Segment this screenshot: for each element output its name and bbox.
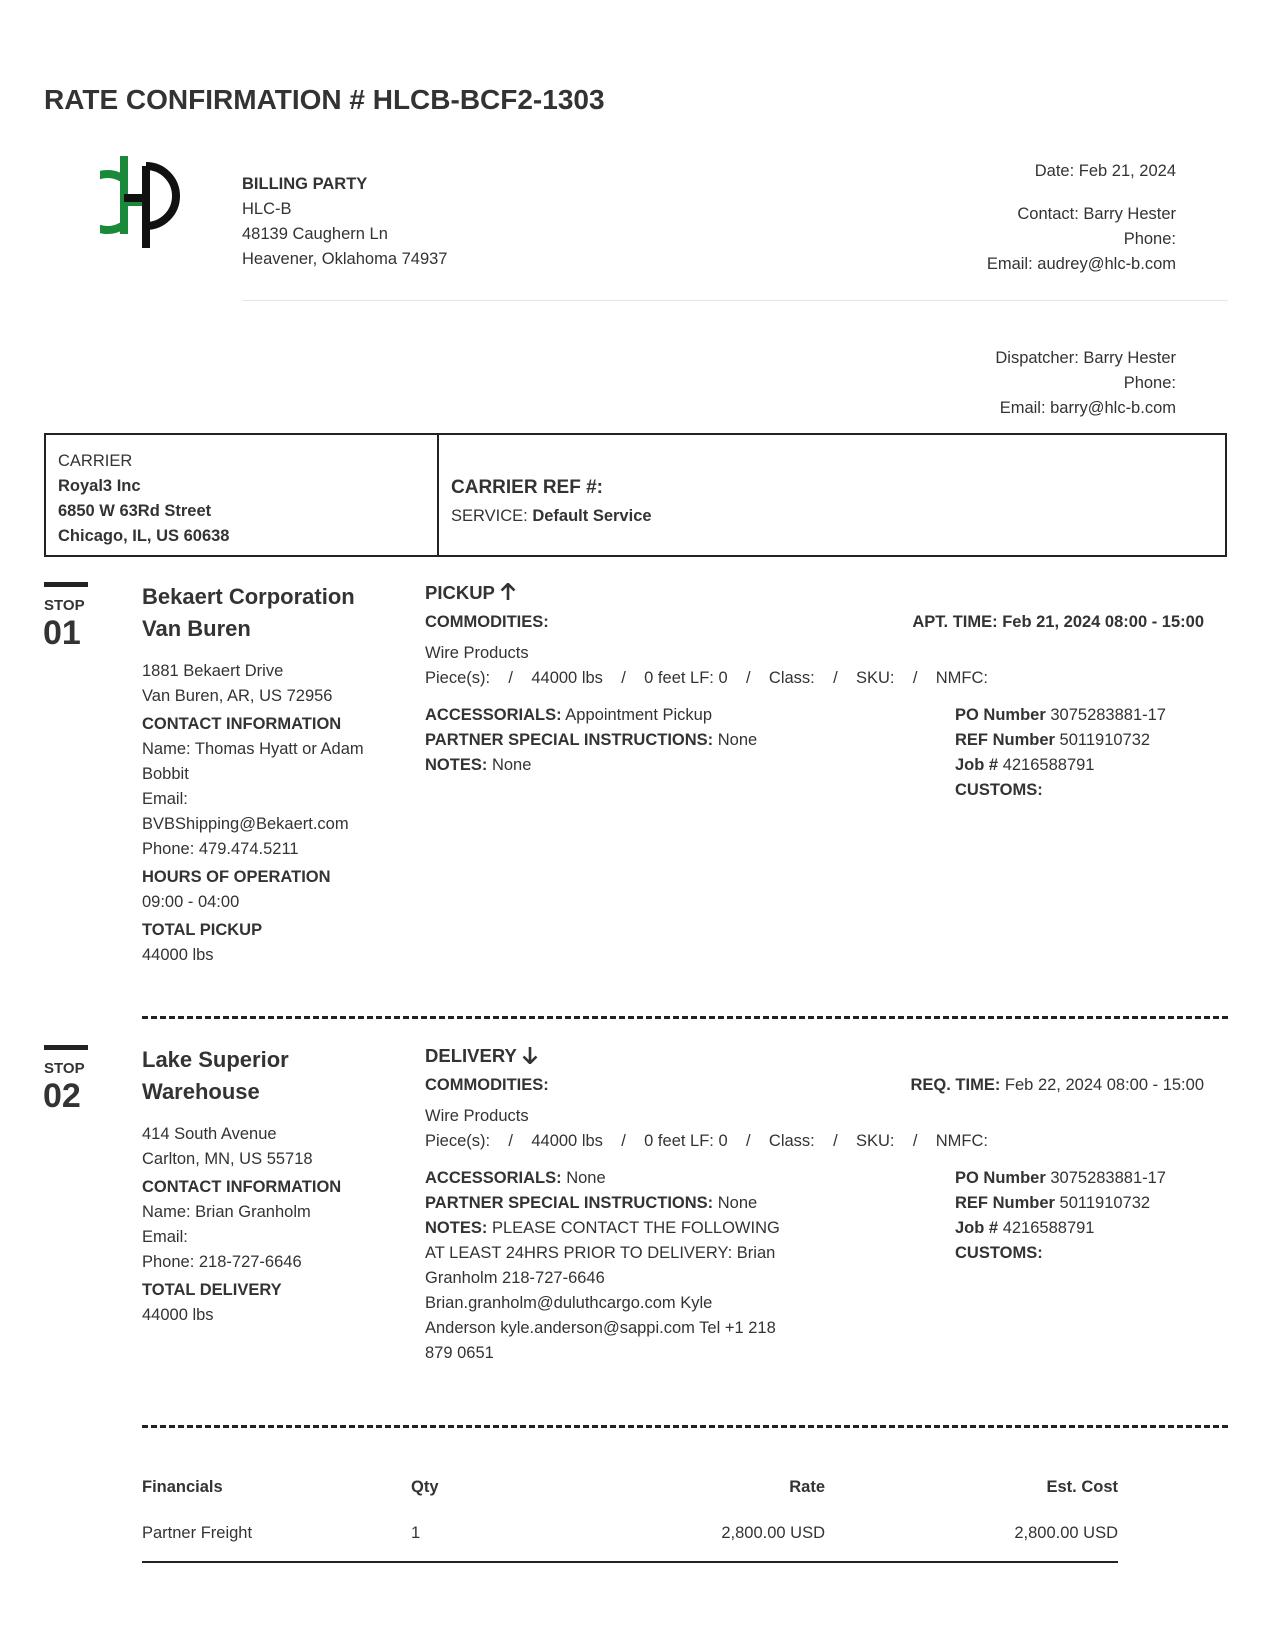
- commodities-label: COMMODITIES:: [425, 613, 549, 631]
- ref-value: 5011910732: [1059, 1194, 1151, 1212]
- psi-label: PARTNER SPECIAL INSTRUCTIONS:: [425, 731, 714, 749]
- hlc-b-logo: [100, 156, 180, 248]
- total-value: 44000 lbs: [142, 946, 214, 964]
- notes-label: NOTES:: [425, 1219, 488, 1237]
- job-label: Job #: [955, 756, 999, 774]
- contact-line: Email:: [142, 1228, 188, 1246]
- stop-number: 01: [43, 614, 81, 652]
- notes-line: PLEASE CONTACT THE FOLLOWING: [491, 1219, 780, 1237]
- notes-line: 879 0651: [425, 1344, 494, 1362]
- financials-header-qty: Qty: [411, 1478, 439, 1496]
- section-title-delivery: [425, 1045, 538, 1067]
- commodity-name: Wire Products: [425, 1107, 529, 1125]
- carrier-city: Chicago, IL, US 60638: [58, 527, 230, 545]
- po-label: PO Number: [955, 706, 1046, 724]
- billing-name: HLC-B: [242, 200, 292, 218]
- notes-line: AT LEAST 24HRS PRIOR TO DELIVERY: Brian: [425, 1244, 776, 1262]
- job-value: 4216588791: [1002, 1219, 1095, 1237]
- stop-address-line-2: Carlton, MN, US 55718: [142, 1150, 313, 1168]
- financials-header-rate: Rate: [789, 1478, 825, 1496]
- job-label: Job #: [955, 1219, 999, 1237]
- dispatcher-name: Dispatcher: Barry Hester: [995, 349, 1176, 367]
- stop-address-line-2: Van Buren, AR, US 72956: [142, 687, 333, 705]
- service-label: SERVICE:: [451, 507, 528, 525]
- dispatcher-email: Email: barry@hlc-b.com: [999, 399, 1176, 417]
- pieces-line: Piece(s): / 44000 lbs / 0 feet LF: 0 / Class: / SKU: / NMFC:: [425, 1132, 989, 1150]
- ref-value: 5011910732: [1059, 731, 1151, 749]
- stop-divider: [142, 1425, 1228, 1428]
- contact-phone: Phone:: [1123, 230, 1176, 248]
- stop-label: STOP: [44, 1060, 85, 1077]
- dispatcher-phone: Phone:: [1123, 374, 1176, 392]
- stop-label: STOP: [44, 597, 85, 614]
- contact-line: Phone: 479.474.5211: [142, 840, 299, 858]
- billing-address-line-2: Heavener, Oklahoma 74937: [242, 250, 448, 268]
- ref-label: REF Number: [955, 731, 1055, 749]
- notes-line: Anderson kyle.anderson@sappi.com Tel +1 218: [425, 1319, 776, 1337]
- company-name-line-1: Lake Superior: [142, 1047, 289, 1072]
- required-time: [910, 1073, 1204, 1098]
- ref-label: REF Number: [955, 1194, 1055, 1212]
- stop-address-line-1: 414 South Avenue: [142, 1125, 277, 1143]
- po-value: 3075283881-17: [1050, 1169, 1166, 1187]
- total-heading: TOTAL DELIVERY: [142, 1281, 282, 1299]
- contact-line: Bobbit: [142, 765, 189, 783]
- section-title-text: DELIVERY: [425, 1045, 517, 1066]
- pieces-line: Piece(s): / 44000 lbs / 0 feet LF: 0 / Class: / SKU: / NMFC:: [425, 669, 989, 687]
- total-heading: TOTAL PICKUP: [142, 921, 263, 939]
- company-name-line-2: Van Buren: [142, 616, 251, 641]
- carrier-box: [44, 433, 1227, 557]
- contact-line: BVBShipping@Bekaert.com: [142, 815, 349, 833]
- financials-header-cost: Est. Cost: [1046, 1478, 1118, 1496]
- contact-name: Contact: Barry Hester: [1017, 205, 1176, 223]
- stop-details: [142, 659, 392, 968]
- stop-references: [955, 1166, 1166, 1266]
- stop-number: 02: [43, 1077, 81, 1115]
- carrier-ref: [451, 474, 652, 530]
- commodities-label: COMMODITIES:: [425, 1076, 549, 1094]
- notes-line: Brian.granholm@duluthcargo.com Kyle: [425, 1294, 713, 1312]
- notes-label: NOTES:: [425, 756, 488, 774]
- stop-address-line-1: 1881 Bekaert Drive: [142, 662, 284, 680]
- carrier-name: Royal3 Inc: [58, 477, 141, 495]
- hours-heading: HOURS OF OPERATION: [142, 868, 331, 886]
- section-title-text: PICKUP: [425, 582, 495, 603]
- contact-heading: CONTACT INFORMATION: [142, 1178, 342, 1196]
- stop-marker-bar: [44, 1045, 88, 1050]
- contact-line: Name: Thomas Hyatt or Adam: [142, 740, 364, 758]
- financials-row-cost: 2,800.00 USD: [1014, 1524, 1118, 1542]
- arrow-down-icon: [522, 1046, 538, 1064]
- company-name-line-2: Warehouse: [142, 1079, 260, 1104]
- billing-party: [242, 172, 447, 272]
- time-value: Feb 22, 2024 08:00 - 15:00: [1004, 1076, 1204, 1094]
- financials-row-rate: 2,800.00 USD: [721, 1524, 825, 1542]
- financials-row-item: Partner Freight: [142, 1524, 253, 1542]
- dispatcher-block: [995, 346, 1176, 421]
- time-label: APT. TIME:: [912, 613, 998, 631]
- financials-header-item: Financials: [142, 1478, 223, 1496]
- section-title-pickup: [425, 582, 516, 604]
- billing-heading: BILLING PARTY: [242, 175, 368, 193]
- accessorials-value: None: [566, 1169, 606, 1187]
- total-value: 44000 lbs: [142, 1306, 214, 1324]
- contact-line: Email:: [142, 790, 188, 808]
- po-label: PO Number: [955, 1169, 1046, 1187]
- customs-label: CUSTOMS:: [955, 1244, 1043, 1262]
- stop-instructions: [425, 1166, 845, 1366]
- contact-line: Name: Brian Granholm: [142, 1203, 311, 1221]
- stop-company: [142, 581, 355, 645]
- accessorials-label: ACCESSORIALS:: [425, 706, 562, 724]
- divider: [242, 300, 1228, 301]
- time-label: REQ. TIME:: [910, 1076, 1001, 1094]
- job-value: 4216588791: [1002, 756, 1095, 774]
- appointment-time: [912, 610, 1204, 635]
- customs-label: CUSTOMS:: [955, 781, 1043, 799]
- service-value: Default Service: [532, 507, 652, 525]
- contact-email: Email: audrey@hlc-b.com: [986, 255, 1176, 273]
- financials-row-qty: 1: [411, 1524, 421, 1542]
- page-title: RATE CONFIRMATION # HLCB-BCF2-1303: [44, 84, 605, 115]
- time-value: Feb 21, 2024 08:00 - 15:00: [1002, 613, 1204, 631]
- stop-company: [142, 1044, 289, 1108]
- psi-value: None: [717, 731, 758, 749]
- hours-value: 09:00 - 04:00: [142, 893, 240, 911]
- stop-divider: [142, 1016, 1228, 1019]
- psi-label: PARTNER SPECIAL INSTRUCTIONS:: [425, 1194, 714, 1212]
- carrier-street: 6850 W 63Rd Street: [58, 502, 212, 520]
- company-name-line-1: Bekaert Corporation: [142, 584, 355, 609]
- contact-line: Phone: 218-727-6646: [142, 1253, 302, 1271]
- contact-block: [987, 159, 1176, 277]
- contact-heading: CONTACT INFORMATION: [142, 715, 342, 733]
- stop-marker-bar: [44, 582, 88, 587]
- carrier-info: [46, 435, 439, 555]
- stop-instructions: [425, 703, 825, 778]
- carrier-label: CARRIER: [58, 452, 133, 470]
- notes-line: None: [491, 756, 532, 774]
- arrow-up-icon: [500, 583, 516, 601]
- notes-line: Granholm 218-727-6646: [425, 1269, 605, 1287]
- billing-address-line-1: 48139 Caughern Ln: [242, 225, 388, 243]
- carrier-ref-label: CARRIER REF #:: [451, 477, 604, 498]
- po-value: 3075283881-17: [1050, 706, 1166, 724]
- commodity-name: Wire Products: [425, 644, 529, 662]
- accessorials-value: Appointment Pickup: [565, 706, 713, 724]
- accessorials-label: ACCESSORIALS:: [425, 1169, 562, 1187]
- stop-references: [955, 703, 1166, 803]
- document-date: Date: Feb 21, 2024: [1034, 162, 1176, 180]
- psi-value: None: [717, 1194, 758, 1212]
- financials-row-divider: [142, 1561, 1118, 1563]
- stop-details: [142, 1122, 392, 1328]
